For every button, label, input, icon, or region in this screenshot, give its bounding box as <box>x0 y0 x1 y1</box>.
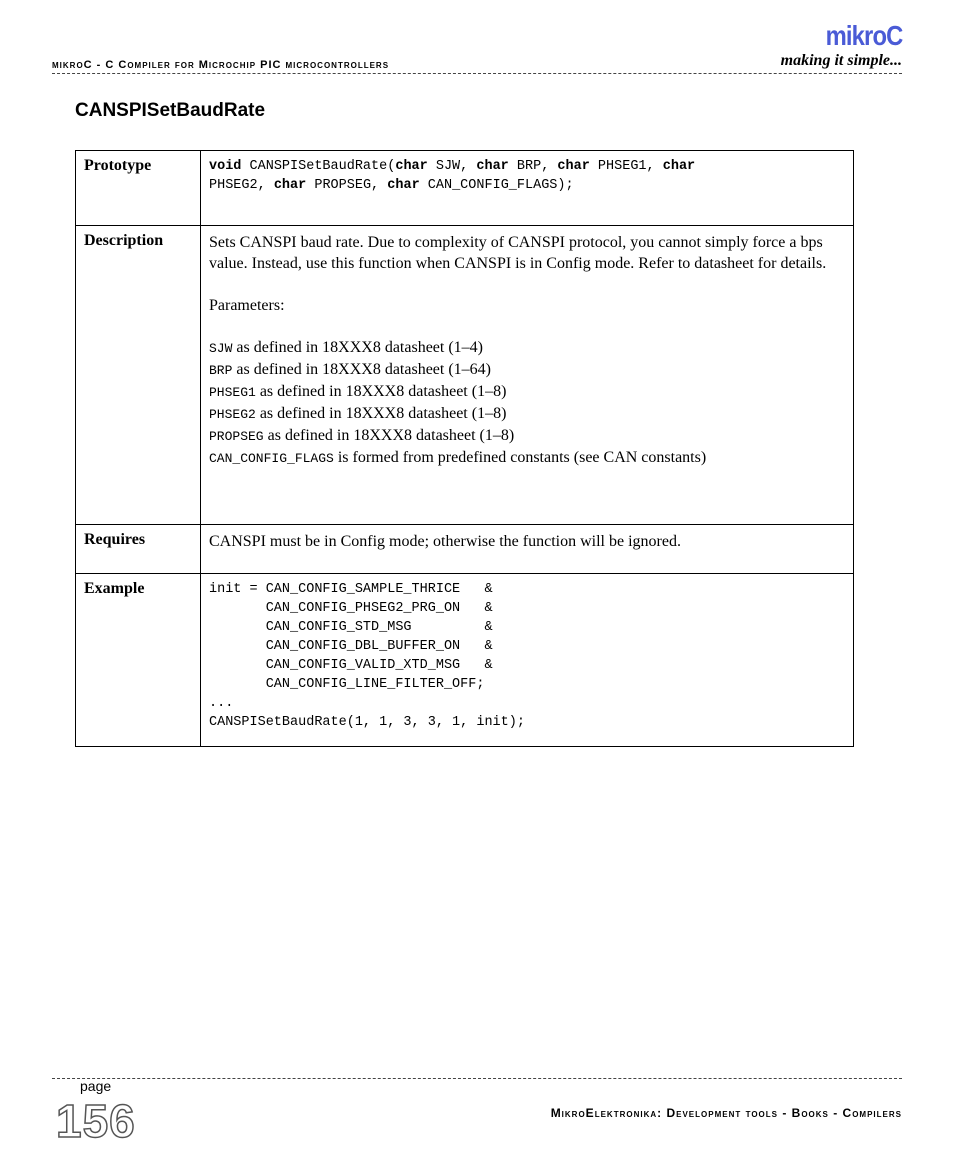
param-desc: as defined in 18XXX8 datasheet (1–8) <box>259 405 507 422</box>
kw-void: void <box>209 159 242 174</box>
header-divider <box>52 73 902 74</box>
kw-char: char <box>662 159 696 174</box>
example-row <box>76 574 854 747</box>
param-item <box>209 425 845 447</box>
fn-name: CANSPISetBaudRate( <box>249 159 396 174</box>
kw-char: char <box>395 159 428 174</box>
param-desc: as defined in 18XXX8 datasheet (1–4) <box>236 339 483 356</box>
param-item <box>209 359 845 381</box>
description-label: Description <box>76 226 201 525</box>
param-flags: CAN_CONFIG_FLAGS); <box>427 178 574 193</box>
param-desc: is formed from predefined constants (see CAN constants) <box>337 449 707 466</box>
param-name: PROPSEG <box>209 429 264 444</box>
kw-char: char <box>476 159 509 174</box>
params-heading: Parameters: <box>209 297 285 314</box>
param-desc: as defined in 18XXX8 datasheet (1–8) <box>267 427 515 444</box>
requires-row <box>76 525 854 574</box>
prototype-label: Prototype <box>76 151 201 226</box>
prototype-code <box>209 157 845 195</box>
requires-label: Requires <box>76 525 201 574</box>
param-desc: as defined in 18XXX8 datasheet (1–8) <box>259 383 507 400</box>
kw-char: char <box>387 178 420 193</box>
kw-char: char <box>557 159 590 174</box>
kw-char: char <box>273 178 307 193</box>
param-brp: BRP, <box>516 159 550 174</box>
param-name: SJW <box>209 341 233 356</box>
example-value <box>201 574 854 747</box>
prototype-row <box>76 151 854 226</box>
param-phseg1: PHSEG1, <box>597 159 655 174</box>
param-sjw: SJW, <box>435 159 469 174</box>
section-title: CANSPISetBaudRate <box>75 100 266 121</box>
param-name: PHSEG1 <box>209 385 256 400</box>
param-desc: as defined in 18XXX8 datasheet (1–64) <box>236 361 491 378</box>
function-spec-table <box>75 150 854 747</box>
page-number: 156 <box>56 1095 136 1147</box>
example-code: init = CAN_CONFIG_SAMPLE_THRICE & CAN_CONFIG_PHSEG2_PRG_ON & CAN_CONFIG_STD_MSG & CAN_CONFIG_DBL_BUFFER_ON & CAN_CONFIG_VALID_XTD_MSG & CAN_CONFIG_LINE_FILTER_OFF; ... CANSPISetBaudRate(1, 1, 3, 3, 1, init); <box>209 582 525 730</box>
param-name: CAN_CONFIG_FLAGS <box>209 451 334 466</box>
description-text: Sets CANSPI baud rate. Due to complexity of CANSPI protocol, you cannot simply force a bps value. Instead, use this function when CANSPI is in Config mode. Refer to datasheet for details. <box>209 234 827 272</box>
param-item <box>209 403 845 425</box>
prototype-value <box>201 151 854 226</box>
description-row <box>76 226 854 525</box>
requires-value: CANSPI must be in Config mode; otherwise the function will be ignored. <box>201 525 854 574</box>
param-propseg: PROPSEG, <box>314 178 380 193</box>
tagline: making it simple... <box>780 52 902 69</box>
param-name: BRP <box>209 363 233 378</box>
param-item <box>209 447 845 469</box>
param-item <box>209 337 845 359</box>
page-label: page <box>80 1078 112 1094</box>
param-item <box>209 381 845 403</box>
mikroc-logo: mikroC <box>825 20 902 51</box>
footer-text: MikroElektronika: Development tools - Books - Compilers <box>550 1106 902 1120</box>
params-list <box>209 337 845 469</box>
param-name: PHSEG2 <box>209 407 256 422</box>
footer-divider <box>52 1078 902 1079</box>
param-phseg2: PHSEG2, <box>209 178 266 193</box>
example-label: Example <box>76 574 201 747</box>
description-value <box>201 226 854 525</box>
header-title: mikroC - C Compiler for Microchip PIC microcontrollers <box>52 59 390 71</box>
